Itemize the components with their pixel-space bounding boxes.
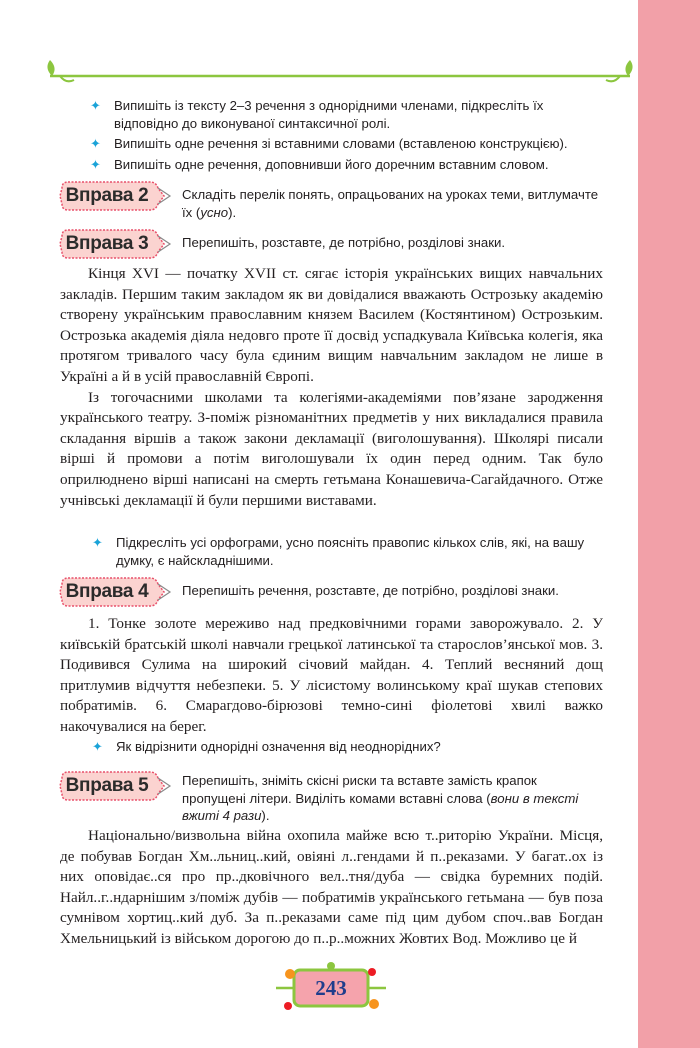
exercise-5-label: Вправа 5 xyxy=(65,775,149,796)
task-bullets xyxy=(90,97,605,176)
paragraph: Кінця XVI — початку XVII ст. сягає історія українських вищих навчальних закладів. Першим таким закладом як ви довідалися вважають Острозьку академію створену українським православним князем Василем (Костянтином) Острозьким. Острозька академія діяла недовго проте її досвід успадкувала Київська колегія, яка протягом тривалого часу була єдиним вищим навчальним закладом не лише в Україні а й в усій православній Європі. xyxy=(60,265,603,385)
exercise-3-note: ✦ Підкресліть усі орфограми, усно поясніть правопис кількох слів, які, на вашу думку, є найскладнішими. xyxy=(92,535,585,568)
list-item: ✦ Випишіть із тексту 2–3 речення з однорідними членами, підкресліть їх відповідно до виконуваної синтаксичної ролі. xyxy=(90,98,544,131)
paragraph: Національно/визвольна війна охопила майже всю т..риторію України. Місця, де побував Богдан Хм..льниц..кий, овіяні л..гендами й п..реказами. У багат..ох із них оповідає..ся про пр..дковічного вел..тня/дуба — свідка буремних подій. Найл..г..ндарнішим з/поміж дубів — побратимів українського гетьмана — був поза сумнівом хортиц..кий дуб. За п..реказами саме під цим дубом споч..вав Богдан Хмельницький із військом дорогою до п..р..можних Жовтих Вод. Можливо це й xyxy=(60,827,603,947)
decorative-vine-rule xyxy=(0,0,640,90)
list-item: ✦ Випишіть одне речення, доповнивши його доречним вставним словом. xyxy=(90,156,549,172)
exercise-3-badge xyxy=(58,228,173,260)
star-bullet-icon: ✦ xyxy=(90,98,101,113)
decorative-side-band xyxy=(638,0,700,1048)
exercise-2-task: Складіть перелік понять, опрацьованих на уроках теми, витлумачте їх (усно). xyxy=(182,187,599,220)
exercise-5-text xyxy=(60,826,603,950)
exercise-4-label: Вправа 4 xyxy=(65,581,149,602)
exercise-2-label: Вправа 2 xyxy=(65,185,149,206)
exercise-2-badge xyxy=(58,180,173,212)
list-item: ✦ Випишіть одне речення зі вставними словами (вставленою конструкцією). xyxy=(90,136,568,151)
exercise-4-badge xyxy=(58,576,173,608)
exercise-4-question: ✦ Як відрізнити однорідні означення від неоднорідних? xyxy=(92,739,441,754)
exercise-4-task: Перепишіть речення, розставте, де потрібно, розділові знаки. xyxy=(182,583,559,598)
exercise-4-text xyxy=(60,614,603,738)
page-number-frame xyxy=(276,960,386,1018)
exercise-3-text xyxy=(60,264,603,511)
star-bullet-icon: ✦ xyxy=(90,156,101,172)
paragraph: Із тогочасними школами та колегіями-академіями пов’язане зародження українського театру. З-поміж різноманітних предметів у них викладалися правила складання віршів а також закони декламації (виголошування). Школярі писали вірші й промови а потім виголошували їх один перед одним. Так було оприлюднено вірші написані на смерть гетьмана Конашевича-Сагайдачного. Отже учнівські декламації й були першими виставами. xyxy=(60,388,603,509)
exercise-5-task: Перепишіть, зніміть скісні риски та вставте замість крапок пропущені літери. Виділіть комами вставні слова (вони в тексті вжиті 4 рази). xyxy=(182,773,579,823)
side-band-mask xyxy=(0,0,12,1048)
star-bullet-icon: ✦ xyxy=(92,739,103,754)
star-bullet-icon: ✦ xyxy=(90,136,101,151)
exercise-3-task: Перепишіть, розставте, де потрібно, розділові знаки. xyxy=(182,235,506,250)
paragraph: 1. Тонке золоте мереживо над предковічними горами заворожувало. 2. У київській братській школі навчали грецької латинської та старослов’янської мов. 3. Подивився Сулима на широкий січовий майдан. 4. Теплий весняний дощ притлумив відчуття небезпеки. 5. У лісистому волинському краї шукав степових побратимів. 6. Смарагдово-бірюзові темно-сині фіолетові хвилі важко накочувалися на берег. xyxy=(60,615,603,735)
exercise-3-label: Вправа 3 xyxy=(65,233,149,254)
page-number: 243 xyxy=(315,976,347,1000)
exercise-5-badge xyxy=(58,770,173,802)
star-bullet-icon: ✦ xyxy=(92,535,103,550)
